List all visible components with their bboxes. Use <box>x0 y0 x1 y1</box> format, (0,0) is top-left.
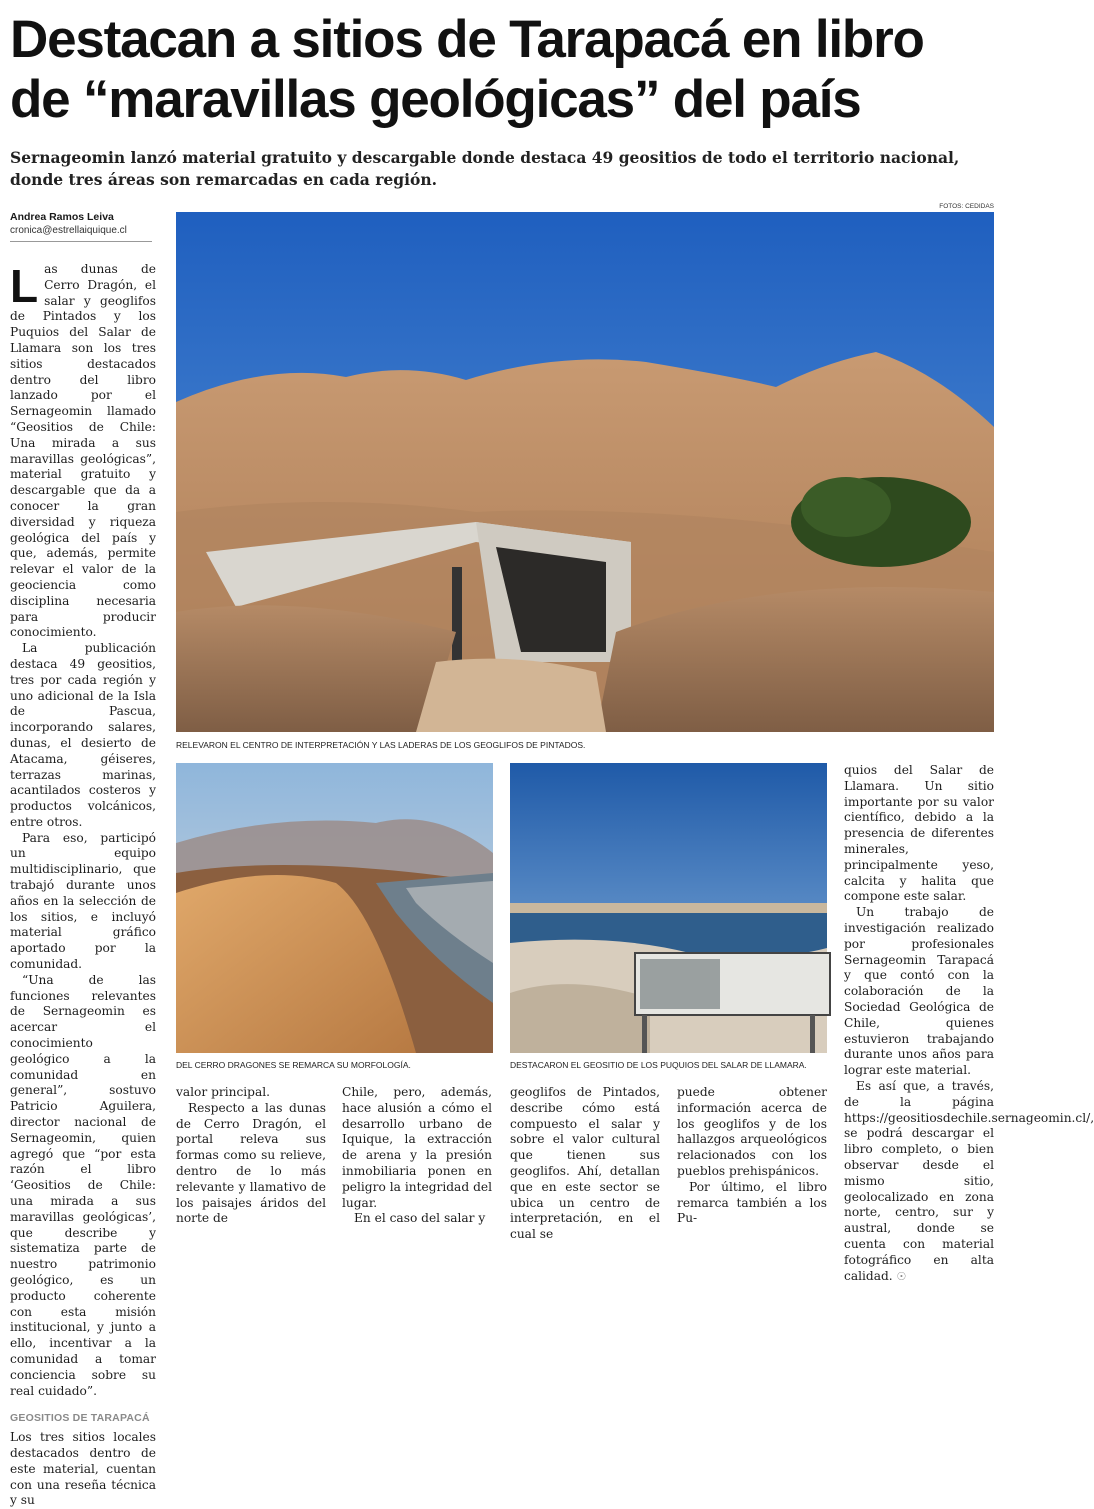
body-paragraph: puede obtener información acerca de los geoglifos y de los hallazgos arqueológicos relacionados con los pueblos prehispánicos. <box>677 1085 827 1178</box>
body-column-1 <box>10 260 156 1508</box>
body-column-5 <box>677 1085 827 1245</box>
end-of-article-icon: ☉ <box>896 1269 907 1283</box>
body-column-6 <box>844 763 1094 1283</box>
byline <box>10 211 152 237</box>
byline-divider <box>10 241 152 242</box>
section-subhead: GEOSITIOS DE TARAPACÁ <box>10 1412 150 1425</box>
caption-main-photo: RELEVARON EL CENTRO DE INTERPRETACIÓN Y LAS LADERAS DE LOS GEOGLIFOS DE PINTADOS. <box>176 740 586 750</box>
body-paragraph: Chile, pero, además, hace alusión a cómo el desarrollo urbano de Iquique, la extracción de arena y la presión inmobiliaria ponen en peligro la integridad del lugar. <box>342 1085 492 1210</box>
body-paragraph: Un trabajo de investigación realizado por profesionales Sernageomin Tarapacá y que contó con la colaboración de la Sociedad Geológica de Chile, quienes estuvieron trabajando durante unos años para lograr este material. <box>844 905 994 1078</box>
body-paragraph: valor principal. <box>176 1085 271 1099</box>
main-photo-interpretation-center <box>176 212 994 732</box>
body-paragraph: Por último, el libro remarca también a los Pu- <box>677 1179 827 1226</box>
body-paragraph: Respecto a las dunas de Cerro Dragón, el portal releva sus formas como su relieve, dentro de lo más relevante y llamativo de los paisajes áridos del norte de <box>176 1100 326 1226</box>
caption-dunes-photo: DEL CERRO DRAGONES SE REMARCA SU MORFOLOGÍA. <box>176 1060 411 1070</box>
body-paragraph-2: La publicación destaca 49 geositios, tres por cada región y uno adicional de la Isla de Pascua, incorporando salares, dunas, el desierto de Atacama, géiseres, terrazas marinas, acantilados costeros y productos volcánicos, entre otros. <box>10 641 156 829</box>
body-column-3 <box>342 1085 492 1245</box>
body-paragraph: Es así que, a través, de la página https://geositiosdechile.sernageomin.cl/, se podrá descargar el libro completo, o bien observar desde el mismo sitio, geolocalizado en zona norte, centro, sur y austral, donde se cuenta con material fotográfico en alta calidad. ☉ <box>844 1078 1094 1283</box>
author-email: cronica@estrellaiquique.cl <box>10 225 127 236</box>
body-paragraph: geoglifos de Pintados, describe cómo está compuesto el salar y sobre el valor cultural que tienen sus geoglifos. Ahí, detallan que en este sector se ubica un centro de interpretación, en el cual se <box>510 1085 660 1242</box>
photo-credit: FOTOS: CEDIDAS <box>939 203 994 210</box>
deck-subtitle: Sernageomin lanzó material gratuito y descargable donde destaca 49 geositios de todo el territorio nacional, donde tres áreas son remarcadas en cada región. <box>10 148 960 189</box>
drop-cap: L <box>10 260 39 312</box>
photo-salar-de-llamara <box>510 763 827 1053</box>
body-paragraph-4: “Una de las funciones relevantes de Sernageomin es acercar el conocimiento geológico a la comunidad en general”, sostuvo Patricio Aguilera, director nacional de Sernageomin, quien agregó que “por esta razón el libro ‘Geositios de Chile: una mirada a sus maravillas geológicas’, que describe y sistematiza parte de nuestro patrimonio geológico, es un producto coherente con esta misión institucional, y junto a ello, incentivar a la comunidad a tomar conciencia sobre su real cuidado”. <box>10 972 156 1398</box>
caption-salar-photo: DESTACARON EL GEOSITIO DE LOS PUQUIOS DEL SALAR DE LLAMARA. <box>510 1060 807 1070</box>
body-paragraph-5: Los tres sitios locales destacados dentro de este material, cuentan con una reseña técnica y su <box>10 1430 156 1508</box>
body-paragraph: En el caso del salar y <box>354 1211 486 1226</box>
headline: Destacan a sitios de Tarapacá en libro de “maravillas geológicas” del país <box>10 10 924 129</box>
body-column-4 <box>510 1085 660 1245</box>
author-name: Andrea Ramos Leiva <box>10 211 114 223</box>
body-paragraph-3: Para eso, participó un equipo multidisciplinario, que trabajó durante unos años en la selección de los sitios, e incluyó material gráfico aportado por la comunidad. <box>10 830 156 972</box>
photo-cerro-dragon-dunes <box>176 763 493 1053</box>
body-paragraph-1: Las dunas de Cerro Dragón, el salar y geoglifos de Pintados y los Puquios del Salar de Llamara son los tres sitios destacados dentro del libro lanzado por el Sernageomin llamado “Geositios de Chile: Una mirada a sus maravillas geológicas”, material gratuito y descargable que da a conocer la gran diversidad y riqueza geológica del país y que, además, permite relevar el valor de la geociencia como disciplina necesaria para producir conocimiento. <box>10 260 156 640</box>
body-paragraph: quios del Salar de Llamara. Un sitio importante por su valor científico, debido a la presencia de diferentes minerales, principalmente yeso, calcita y halita que compone este salar. <box>844 763 994 904</box>
body-column-2 <box>176 1085 326 1245</box>
